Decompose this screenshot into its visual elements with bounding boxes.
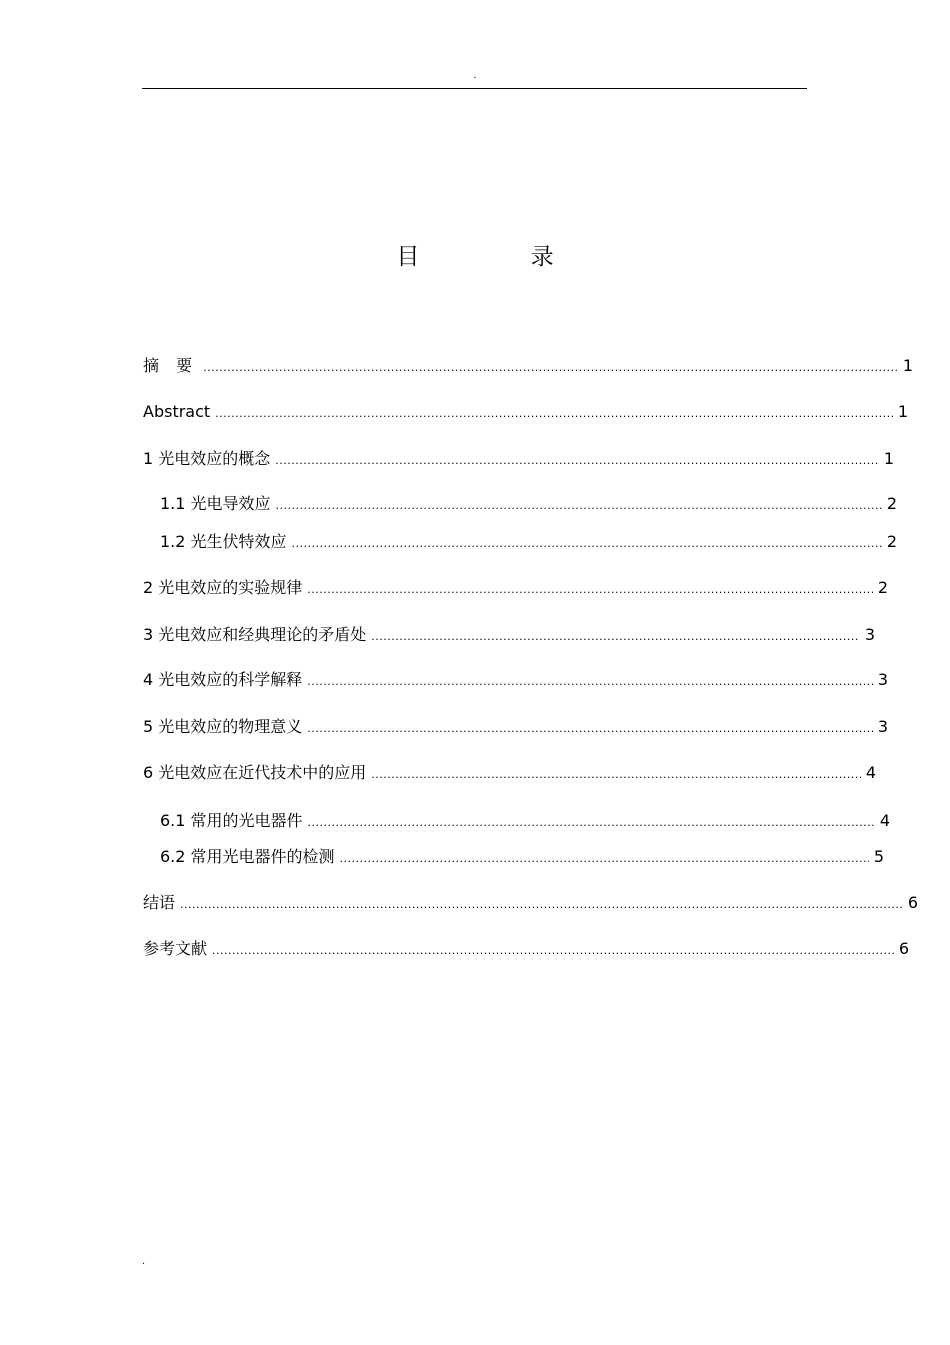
toc-leader — [215, 404, 893, 424]
toc-entry-section-2[interactable] — [143, 578, 888, 600]
toc-leader — [292, 534, 882, 554]
toc-entry-page: 2 — [877, 578, 888, 597]
toc-entry-section-1-2[interactable] — [160, 532, 897, 554]
toc-entry-section-5[interactable] — [143, 717, 888, 739]
toc-leader — [212, 941, 894, 961]
toc-entry-page: 2 — [886, 532, 897, 551]
toc-entry-label: 1 光电效应的概念 — [143, 449, 271, 468]
toc-entry-label: 5 光电效应的物理意义 — [143, 717, 303, 736]
toc-entry-page: 6 — [907, 893, 918, 912]
footer-mark: . — [142, 1256, 146, 1267]
toc-entry-page: 6 — [898, 939, 909, 958]
toc-entry-section-1-1[interactable] — [160, 494, 897, 516]
toc-entry-page: 2 — [886, 494, 897, 513]
toc-entry-label: 6.1 常用的光电器件 — [160, 811, 303, 830]
toc-entry-section-3[interactable] — [143, 625, 875, 647]
toc-entry-label: 2 光电效应的实验规律 — [143, 578, 303, 597]
toc-entry-label: 6 光电效应在近代技术中的应用 — [143, 763, 367, 782]
toc-entry-label: 6.2 常用光电器件的检测 — [160, 847, 335, 866]
toc-entry-label: 参考文献 — [143, 939, 208, 958]
toc-entry-page: 1 — [897, 402, 908, 421]
header-rule — [142, 88, 807, 89]
toc-leader — [307, 719, 873, 739]
toc-entry-label: 1.1 光电导效应 — [160, 494, 271, 513]
toc-entry-page: 3 — [877, 717, 888, 736]
toc-entry-label: 1.2 光生伏特效应 — [160, 532, 287, 551]
toc-leader — [340, 849, 869, 869]
toc-entry-conclusion[interactable] — [143, 893, 918, 915]
toc-entry-label: 3 光电效应和经典理论的矛盾处 — [143, 625, 367, 644]
toc-entry-page: 3 — [877, 670, 888, 689]
toc-entry-references[interactable] — [143, 939, 909, 961]
toc-entry-label: 4 光电效应的科学解释 — [143, 670, 303, 689]
toc-entry-page: 1 — [902, 356, 913, 375]
toc-entry-page: 3 — [864, 625, 875, 644]
toc-entry-label: 结语 — [143, 893, 176, 912]
toc-entry-section-6-1[interactable] — [160, 811, 890, 833]
toc-leader — [371, 627, 860, 647]
toc-leader — [276, 496, 882, 516]
toc-entry-label: Abstract — [143, 402, 211, 421]
toc-entry-abstract-en[interactable] — [143, 402, 908, 424]
header-mark: . — [473, 70, 477, 81]
toc-entry-abstract-cn[interactable] — [143, 356, 913, 378]
toc-leader — [307, 580, 873, 600]
toc-entry-page: 5 — [873, 847, 884, 866]
toc-entry-page: 4 — [879, 811, 890, 830]
toc-entry-page: 4 — [865, 763, 876, 782]
toc-entry-page: 1 — [883, 449, 894, 468]
toc-entry-section-6[interactable] — [143, 763, 876, 785]
toc-entry-section-1[interactable] — [143, 449, 894, 471]
toc-leader — [275, 451, 879, 471]
toc-leader — [307, 672, 873, 692]
toc-leader — [371, 765, 861, 785]
toc-leader — [308, 813, 875, 833]
toc-entry-section-4[interactable] — [143, 670, 888, 692]
toc-leader — [203, 358, 898, 378]
toc-entry-label: 摘 要 — [143, 356, 199, 375]
toc-leader — [180, 895, 903, 915]
toc-entry-section-6-2[interactable] — [160, 847, 884, 869]
page-title: 目 录 — [396, 244, 606, 270]
